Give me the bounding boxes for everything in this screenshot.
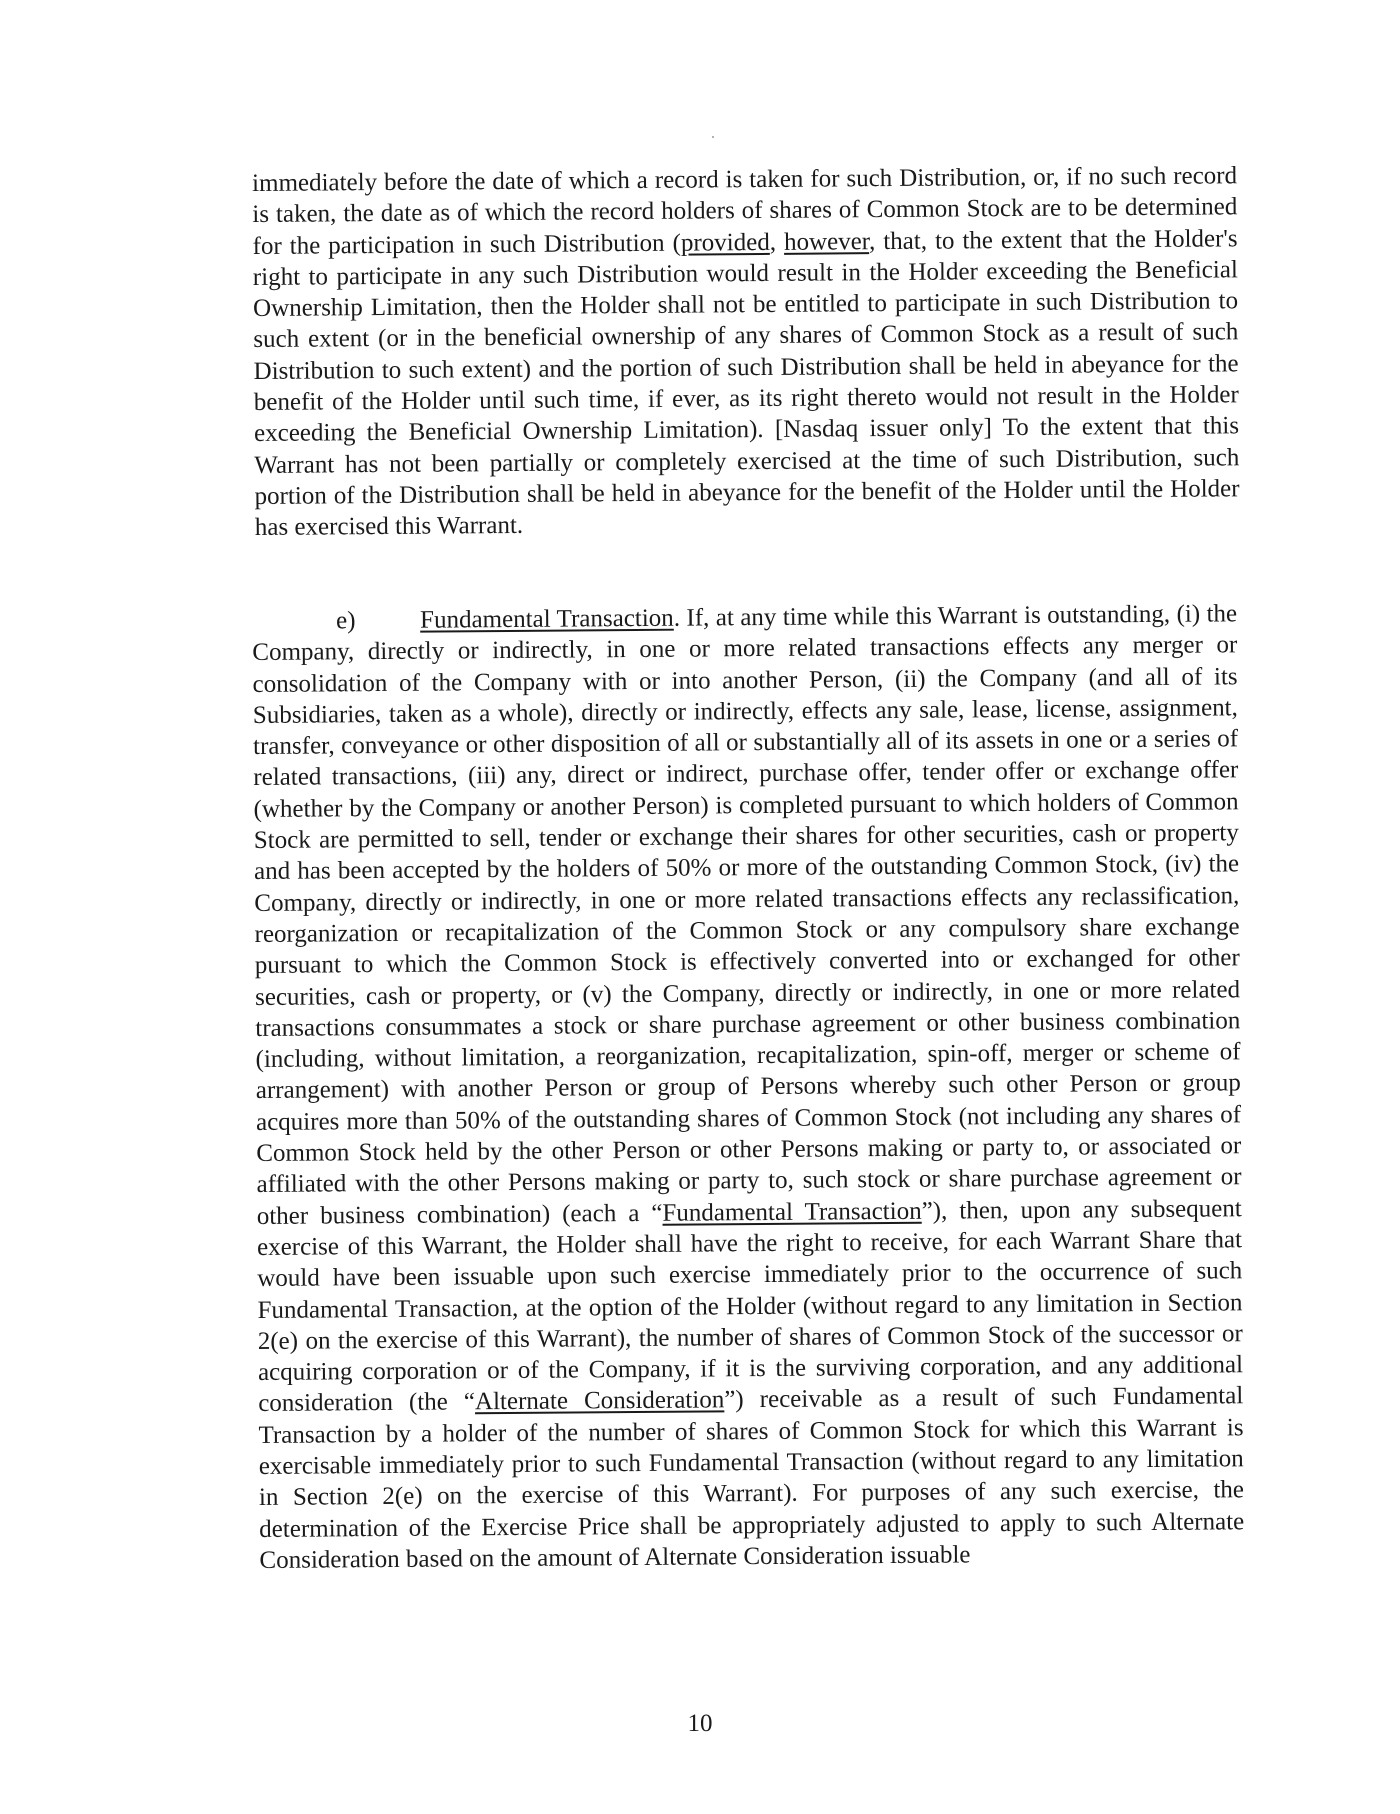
scan-speck [712,136,714,138]
section-label: e) [336,607,356,635]
paragraph-distribution-continuation [252,160,1240,543]
term-provided: provided [680,228,770,257]
paragraph-text: , that, to the extent that the Holder's right to participate in any such Distribution would result in the Holder exceeding the Beneficial Ownership Limitation, then the Holder shall not be entitled to participate in such Distribution to such extent (or in the beneficial ownership of any shares of Common Stock as a result of such Distribution to such extent) and the portion of such Distribution shall be held in abeyance for the benefit of the Holder until such time, if ever, as its right thereto would not result in the Holder exceeding the Beneficial Ownership Limitation). [Nasdaq issuer only] To the extent that this Warrant has not been partially or completely exercised at the time of such Distribution, such portion of the Distribution shall be held in abeyance for the benefit of the Holder until the Holder has exercised this Warrant. [252,224,1240,542]
paragraph-text: immediately before the date of which a record is taken for such Distribution, or, if no such record is taken, the date as of which the record holders of shares of Common Stock are to be determined for the participation in such Distribution ( [252,162,1238,260]
paragraph-text: ”), then, upon any subsequent exercise of this Warrant, the Holder shall have the right to receive, for each Warrant Share that would have been issuable upon such exercise immediately prior to the occurrence of such Fundamental Transaction, at the option of the Holder (without regard to any limitation in Section 2(e) on the exercise of this Warrant), the number of shares of Common Stock of the successor or acquiring corporation or of the Company, if it is the surviving corporation, and any additional consideration (the “ [256,1194,1244,1418]
term-however: however [783,227,870,256]
defined-term-fundamental-transaction: Fundamental Transaction [662,1197,922,1227]
paragraph-fundamental-transaction [252,598,1245,1576]
separator-text: , [769,228,785,256]
section-heading: Fundamental Transaction [420,604,674,634]
page-number: 10 [687,1710,713,1737]
defined-term-alternate-consideration: Alternate Consideration [474,1386,725,1416]
paragraph-text: ”) receivable as a result of such Fundamental Transaction by a holder of the number of shares of Common Stock for which this Warrant is exercisable immediately prior to such Fundamental Transaction (without regard to any limitation in Section 2(e) on the exercise of this Warrant). For purposes of any such exercise, the determination of the Exercise Price shall be appropriately adjusted to apply to such Alternate Consideration based on the amount of Alternate Consideration issuable [258,1382,1245,1574]
paragraph-text: . If, at any time while this Warrant is outstanding, (i) the Company, directly or indirectly, in one or more related transactions effects any merger or consolidation of the Company with or into another Person, (ii) the Company (and all of its Subsidiaries, taken as a whole), directly or indirectly, effects any sale, lease, license, assignment, transfer, conveyance or other disposition of all or substantially all of its assets in one or a series of related transactions, (iii) any, direct or indirect, purchase offer, tender offer or exchange offer (whether by the Company or another Person) is completed pursuant to which holders of Common Stock are permitted to sell, tender or exchange their shares for other securities, cash or property and has been accepted by the holders of 50% or more of the outstanding Common Stock, (iv) the Company, directly or indirectly, in one or more related transactions effects any reclassification, reorganization or recapitalization of the Common Stock or any compulsory share exchange pursuant to which the Common Stock is effectively converted into or exchanged for other securities, cash or property, or (v) the Company, directly or indirectly, in one or more related transactions consummates a stock or share purchase agreement or other business combination (including, without limitation, a reorganization, recapitalization, spin-off, merger or scheme of arrangement) with another Person or group of Persons whereby such other Person or group acquires more than 50% of the outstanding shares of Common Stock (not including any shares of Common Stock held by the other Person or other Persons making or party to, or associated or affiliated with the other Persons making or party to, such stock or share purchase agreement or other business combination) (each a “ [252,600,1242,1230]
